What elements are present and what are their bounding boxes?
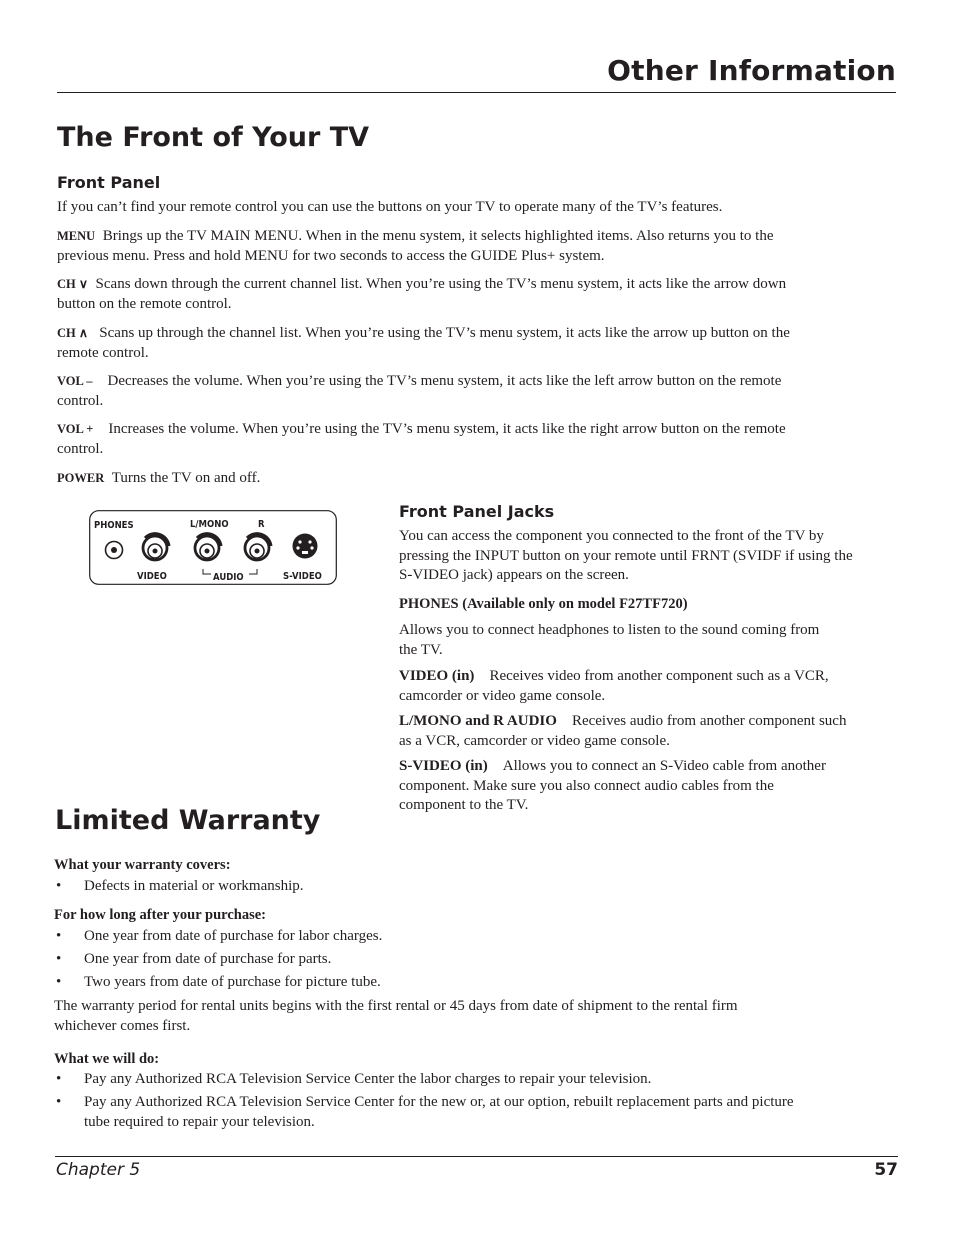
list-item-text: Two years from date of purchase for picture tube. (84, 974, 381, 990)
list-item-text (84, 1093, 794, 1132)
ch-up-description (57, 324, 897, 363)
vol-up-text-line2: control. (57, 440, 104, 457)
audio-line: Receives audio from another component such (571, 713, 847, 729)
svideo-in-description (399, 757, 826, 816)
audio-right-jack-icon (245, 534, 271, 560)
vol-up-text-line1: Increases the volume. When you’re using the TV’s menu system, it acts like the right arrow button on the remote (108, 421, 786, 437)
menu-label: MENU (57, 229, 96, 243)
will-do-heading: What we will do: (54, 1051, 160, 1067)
power-description (57, 469, 260, 489)
r-jack-label: R (258, 519, 265, 530)
front-panel-jacks-intro (399, 527, 853, 586)
phones-jack-label: PHONES (94, 520, 134, 531)
svideo-jack-icon (293, 534, 318, 559)
vol-down-text-line2: control. (57, 392, 104, 409)
page-number: 57 (874, 1160, 898, 1180)
bullet: • (56, 1071, 62, 1087)
phones-description (399, 621, 819, 660)
rental-period-text (54, 997, 738, 1036)
menu-description (57, 227, 897, 266)
lmono-jack-label: L/MONO (190, 519, 229, 530)
list-item-text: Pay any Authorized RCA Television Service Center the labor charges to repair your television. (84, 1071, 652, 1087)
page-title: The Front of Your TV (57, 122, 370, 153)
rental-line: whichever comes first. (54, 1017, 191, 1034)
list-item-text: One year from date of purchase for labor charges. (84, 928, 383, 944)
svideo-in-label: S-VIDEO (in) (399, 758, 488, 774)
warranty-title: Limited Warranty (55, 805, 321, 836)
svideo-in-line: component to the TV. (399, 797, 529, 814)
audio-label: L/MONO and R AUDIO (399, 713, 557, 729)
power-label: POWER (57, 471, 105, 485)
video-in-line: Receives video from another component such as a VCR, (489, 668, 829, 684)
bullet: • (56, 951, 62, 967)
phones-jack-icon (106, 542, 123, 559)
video-in-line: camcorder or video game console. (399, 687, 606, 704)
chapter-label: Chapter 5 (56, 1160, 141, 1180)
jacks-intro-line: S-VIDEO jack) appears on the screen. (399, 567, 629, 584)
video-jack-icon (143, 534, 169, 560)
vol-down-text-line1: Decreases the volume. When you’re using the TV’s menu system, it acts like the left arrow button on the remote (107, 373, 782, 389)
bullet: • (56, 878, 62, 894)
bullet: • (56, 1094, 62, 1110)
ch-up-text-line2: remote control. (57, 344, 149, 361)
audio-description (399, 712, 846, 751)
video-in-label: VIDEO (in) (399, 668, 475, 684)
front-panel-jacks-heading: Front Panel Jacks (399, 502, 555, 521)
ch-up-label: CH ∧ (57, 326, 89, 340)
ch-up-text-line1: Scans up through the channel list. When you’re using the TV’s menu system, it acts like the arrow up button on the (99, 325, 790, 341)
svideo-in-line: component. Make sure you also connect audio cables from the (399, 777, 774, 794)
menu-text-line2: previous menu. Press and hold MENU for two seconds to access the GUIDE Plus+ system. (57, 247, 605, 264)
power-text: Turns the TV on and off. (111, 470, 261, 486)
list-item-line: tube required to repair your television. (84, 1113, 315, 1130)
svideo-in-line: Allows you to connect an S-Video cable from another (502, 758, 826, 774)
rental-line: The warranty period for rental units begins with the first rental or 45 days from date of shipment to the rental firm (54, 998, 738, 1014)
jacks-intro-line: You can access the component you connected to the front of the TV by (399, 528, 824, 544)
audio-line: as a VCR, camcorder or video game console. (399, 732, 670, 749)
vol-up-description (57, 420, 897, 459)
list-item-line: Pay any Authorized RCA Television Service Center for the new or, at our option, rebuilt replacement parts and picture (84, 1094, 794, 1110)
front-panel-jacks-diagram (89, 510, 337, 585)
ch-down-label: CH ∨ (57, 277, 89, 291)
section-title: Other Information (607, 54, 896, 87)
list-item-text: One year from date of purchase for parts. (84, 951, 332, 967)
ch-down-text-line1: Scans down through the current channel list. When you’re using the TV’s menu system, it acts like the arrow down (95, 276, 787, 292)
phones-line: the TV. (399, 641, 443, 658)
vol-down-label: VOL – (57, 374, 93, 388)
footer-rule (55, 1156, 898, 1157)
phones-line: Allows you to connect headphones to listen to the sound coming from (399, 622, 820, 638)
phones-heading: PHONES (Available only on model F27TF720) (399, 596, 688, 612)
how-long-heading: For how long after your purchase: (54, 907, 266, 923)
ch-down-text-line2: button on the remote control. (57, 295, 232, 312)
audio-left-jack-icon (195, 534, 221, 560)
svideo-jack-label: S-VIDEO (283, 571, 322, 582)
header-rule (57, 92, 896, 93)
ch-down-description (57, 275, 897, 314)
list-item-text: Defects in material or workmanship. (84, 878, 304, 894)
bullet: • (56, 974, 62, 990)
front-panel-intro: If you can’t find your remote control you can use the buttons on your TV to operate many of the TV’s features. (57, 199, 723, 215)
front-panel-heading: Front Panel (57, 173, 161, 192)
bullet: • (56, 928, 62, 944)
audio-jack-label: AUDIO (213, 572, 244, 583)
menu-text-line1: Brings up the TV MAIN MENU. When in the menu system, it selects highlighted items. Also returns you to the (102, 228, 774, 244)
video-jack-label: VIDEO (137, 571, 167, 582)
vol-up-label: VOL + (57, 422, 94, 436)
vol-down-description (57, 372, 897, 411)
covers-heading: What your warranty covers: (54, 857, 231, 873)
jacks-intro-line: pressing the INPUT button on your remote until FRNT (SVIDF if using the (399, 547, 853, 564)
video-in-description (399, 667, 829, 706)
